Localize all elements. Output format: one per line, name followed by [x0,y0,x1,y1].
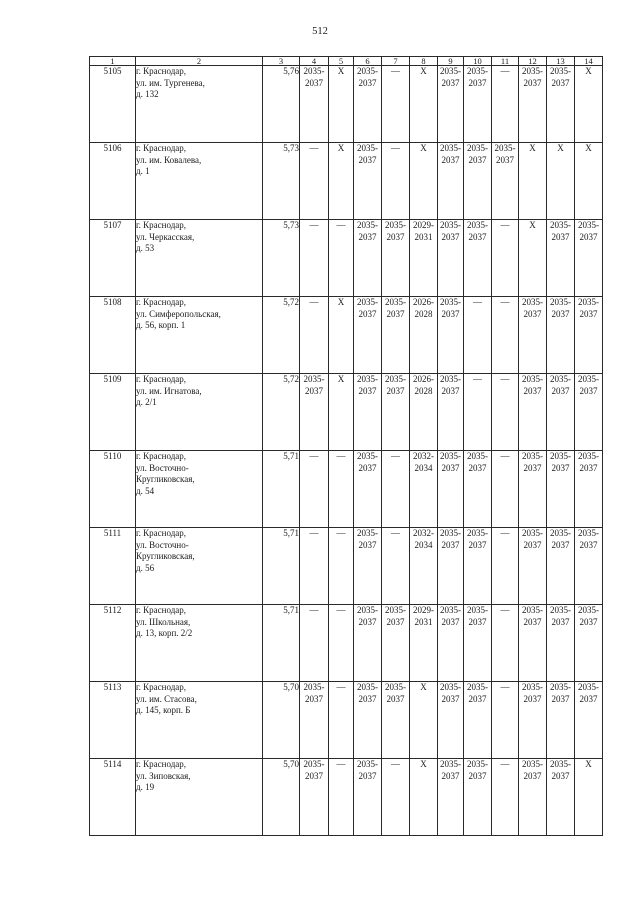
period-cell-col-5: — [329,451,354,528]
period-cell-col-7: — [382,759,410,836]
period-cell-col-10: 2035- 2037 [464,220,492,297]
address-cell: г. Краснодар, ул. Восточно- Кругликовская, д. 56 [136,528,263,605]
table-body [90,66,603,836]
period-cell-col-4: 2035- 2037 [300,759,329,836]
table-row [90,374,603,451]
page-number: 512 [312,26,328,37]
period-cell-col-6: 2035- 2037 [354,759,382,836]
column-header-9: 9 [438,57,464,66]
table-row [90,605,603,682]
column-header-10: 10 [464,57,492,66]
row-number: 5108 [90,297,136,374]
period-cell-col-9: 2035- 2037 [438,220,464,297]
column-header-1: 1 [90,57,136,66]
period-cell-col-5: X [329,66,354,143]
period-cell-col-11: — [492,374,519,451]
period-cell-col-11: 2035- 2037 [492,143,519,220]
column-header-8: 8 [410,57,438,66]
column-header-7: 7 [382,57,410,66]
period-cell-col-12: 2035- 2037 [519,528,547,605]
period-cell-col-14: 2035- 2037 [575,297,603,374]
period-cell-col-13: 2035- 2037 [547,682,575,759]
period-cell-col-8: X [410,682,438,759]
period-cell-col-9: 2035- 2037 [438,528,464,605]
row-number: 5106 [90,143,136,220]
table-row [90,297,603,374]
period-cell-col-14: X [575,143,603,220]
period-cell-col-13: X [547,143,575,220]
period-cell-col-13: 2035- 2037 [547,451,575,528]
period-cell-col-9: 2035- 2037 [438,143,464,220]
period-cell-col-7: — [382,66,410,143]
table-row [90,682,603,759]
table-row [90,759,603,836]
period-cell-col-14: 2035- 2037 [575,374,603,451]
period-cell-col-12: X [519,220,547,297]
period-cell-col-13: 2035- 2037 [547,605,575,682]
period-cell-col-4: — [300,220,329,297]
period-cell-col-4: 2035- 2037 [300,682,329,759]
period-cell-col-13: 2035- 2037 [547,220,575,297]
row-number: 5105 [90,66,136,143]
period-cell-col-8: X [410,143,438,220]
period-cell-col-7: 2035- 2037 [382,605,410,682]
value-cell: 5,76 [263,66,300,143]
period-cell-col-12: 2035- 2037 [519,605,547,682]
period-cell-col-5: — [329,220,354,297]
period-cell-col-5: — [329,605,354,682]
row-number: 5111 [90,528,136,605]
column-header-4: 4 [300,57,329,66]
value-cell: 5,71 [263,451,300,528]
period-cell-col-13: 2035- 2037 [547,297,575,374]
period-cell-col-9: 2035- 2037 [438,605,464,682]
period-cell-col-9: 2035- 2037 [438,451,464,528]
address-cell: г. Краснодар, ул. им. Тургенева, д. 132 [136,66,263,143]
period-cell-col-10: — [464,297,492,374]
header-row [90,57,603,66]
value-cell: 5,70 [263,682,300,759]
period-cell-col-7: 2035- 2037 [382,682,410,759]
value-cell: 5,72 [263,297,300,374]
period-cell-col-6: 2035- 2037 [354,605,382,682]
period-cell-col-14: 2035- 2037 [575,528,603,605]
value-cell: 5,71 [263,605,300,682]
period-cell-col-13: 2035- 2037 [547,528,575,605]
period-cell-col-12: 2035- 2037 [519,682,547,759]
period-cell-col-13: 2035- 2037 [547,66,575,143]
address-cell: г. Краснодар, ул. им. Стасова, д. 145, корп. Б [136,682,263,759]
address-cell: г. Краснодар, ул. Симферопольская, д. 56, корп. 1 [136,297,263,374]
period-cell-col-14: 2035- 2037 [575,220,603,297]
table-row [90,66,603,143]
period-cell-col-13: 2035- 2037 [547,759,575,836]
value-cell: 5,72 [263,374,300,451]
column-header-5: 5 [329,57,354,66]
period-cell-col-4: 2035- 2037 [300,66,329,143]
period-cell-col-5: X [329,143,354,220]
table-header [90,57,603,66]
period-cell-col-10: 2035- 2037 [464,528,492,605]
period-cell-col-9: 2035- 2037 [438,759,464,836]
period-cell-col-5: X [329,297,354,374]
period-cell-col-12: 2035- 2037 [519,759,547,836]
period-cell-col-8: 2029- 2031 [410,220,438,297]
period-cell-col-14: X [575,66,603,143]
row-number: 5114 [90,759,136,836]
period-cell-col-14: 2035- 2037 [575,605,603,682]
period-cell-col-12: 2035- 2037 [519,451,547,528]
period-cell-col-14: X [575,759,603,836]
period-cell-col-5: X [329,374,354,451]
period-cell-col-4: — [300,297,329,374]
period-cell-col-5: — [329,759,354,836]
period-cell-col-6: 2035- 2037 [354,297,382,374]
period-cell-col-5: — [329,682,354,759]
value-cell: 5,71 [263,528,300,605]
table-row [90,143,603,220]
period-cell-col-6: 2035- 2037 [354,528,382,605]
period-cell-col-8: 2032- 2034 [410,451,438,528]
registry-table [89,56,603,836]
period-cell-col-10: 2035- 2037 [464,682,492,759]
value-cell: 5,70 [263,759,300,836]
period-cell-col-9: 2035- 2037 [438,374,464,451]
period-cell-col-10: 2035- 2037 [464,143,492,220]
period-cell-col-8: 2026- 2028 [410,374,438,451]
column-header-2: 2 [136,57,263,66]
column-header-13: 13 [547,57,575,66]
address-cell: г. Краснодар, ул. Восточно- Кругликовская, д. 54 [136,451,263,528]
period-cell-col-10: 2035- 2037 [464,451,492,528]
period-cell-col-11: — [492,528,519,605]
period-cell-col-8: 2032- 2034 [410,528,438,605]
period-cell-col-12: 2035- 2037 [519,297,547,374]
period-cell-col-7: 2035- 2037 [382,220,410,297]
period-cell-col-11: — [492,682,519,759]
period-cell-col-9: 2035- 2037 [438,682,464,759]
period-cell-col-9: 2035- 2037 [438,66,464,143]
period-cell-col-4: — [300,143,329,220]
period-cell-col-10: 2035- 2037 [464,759,492,836]
period-cell-col-11: — [492,605,519,682]
period-cell-col-6: 2035- 2037 [354,374,382,451]
period-cell-col-4: — [300,528,329,605]
row-number: 5110 [90,451,136,528]
period-cell-col-10: 2035- 2037 [464,605,492,682]
value-cell: 5,73 [263,220,300,297]
address-cell: г. Краснодар, ул. Школьная, д. 13, корп. 2/2 [136,605,263,682]
period-cell-col-8: X [410,759,438,836]
period-cell-col-6: 2035- 2037 [354,220,382,297]
period-cell-col-7: — [382,451,410,528]
period-cell-col-6: 2035- 2037 [354,451,382,528]
column-header-12: 12 [519,57,547,66]
period-cell-col-5: — [329,528,354,605]
row-number: 5112 [90,605,136,682]
table-row [90,528,603,605]
row-number: 5109 [90,374,136,451]
period-cell-col-11: — [492,759,519,836]
address-cell: г. Краснодар, ул. Зиповская, д. 19 [136,759,263,836]
period-cell-col-11: — [492,451,519,528]
period-cell-col-8: 2029- 2031 [410,605,438,682]
table-row [90,451,603,528]
period-cell-col-7: — [382,528,410,605]
period-cell-col-12: 2035- 2037 [519,66,547,143]
period-cell-col-9: 2035- 2037 [438,297,464,374]
period-cell-col-13: 2035- 2037 [547,374,575,451]
column-header-3: 3 [263,57,300,66]
row-number: 5107 [90,220,136,297]
period-cell-col-11: — [492,220,519,297]
period-cell-col-12: X [519,143,547,220]
address-cell: г. Краснодар, ул. им. Игнатова, д. 2/1 [136,374,263,451]
period-cell-col-12: 2035- 2037 [519,374,547,451]
address-cell: г. Краснодар, ул. им. Ковалева, д. 1 [136,143,263,220]
period-cell-col-7: 2035- 2037 [382,374,410,451]
period-cell-col-10: 2035- 2037 [464,66,492,143]
period-cell-col-7: 2035- 2037 [382,297,410,374]
value-cell: 5,73 [263,143,300,220]
period-cell-col-11: — [492,297,519,374]
period-cell-col-14: 2035- 2037 [575,682,603,759]
period-cell-col-8: 2026- 2028 [410,297,438,374]
period-cell-col-6: 2035- 2037 [354,682,382,759]
column-header-11: 11 [492,57,519,66]
column-header-6: 6 [354,57,382,66]
period-cell-col-6: 2035- 2037 [354,66,382,143]
period-cell-col-14: 2035- 2037 [575,451,603,528]
row-number: 5113 [90,682,136,759]
period-cell-col-7: — [382,143,410,220]
period-cell-col-4: — [300,605,329,682]
column-header-14: 14 [575,57,603,66]
period-cell-col-8: X [410,66,438,143]
period-cell-col-6: 2035- 2037 [354,143,382,220]
address-cell: г. Краснодар, ул. Черкасская, д. 53 [136,220,263,297]
table-row [90,220,603,297]
period-cell-col-4: — [300,451,329,528]
period-cell-col-4: 2035- 2037 [300,374,329,451]
period-cell-col-11: — [492,66,519,143]
period-cell-col-10: — [464,374,492,451]
